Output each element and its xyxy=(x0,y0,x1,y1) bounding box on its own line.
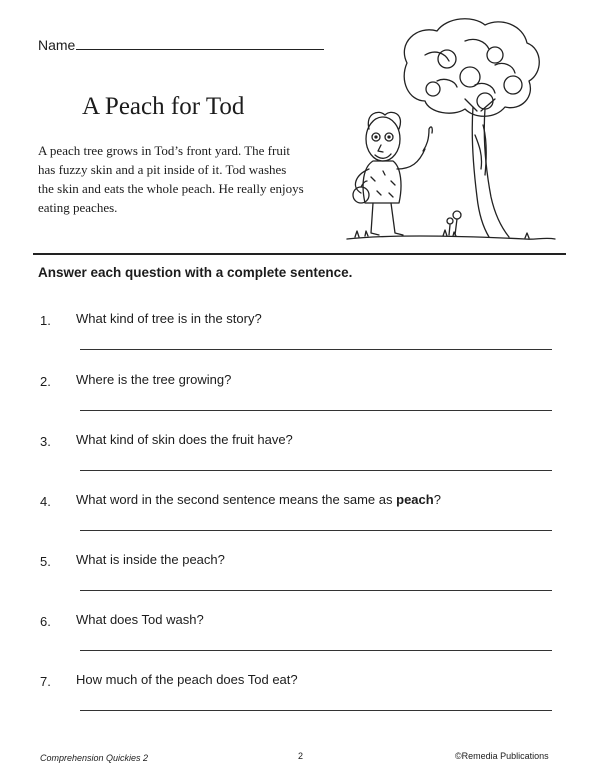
instructions-heading: Answer each question with a complete sentence. xyxy=(38,265,353,280)
question-number: 6. xyxy=(40,614,51,629)
question-text-part: ? xyxy=(433,492,441,507)
question-bold-word: peach xyxy=(396,492,434,507)
tod-peach-tree-illustration xyxy=(325,15,565,247)
page-number: 2 xyxy=(298,751,304,761)
question-text: What kind of skin does the fruit have? xyxy=(76,432,293,447)
section-divider xyxy=(33,253,566,255)
question-number: 2. xyxy=(40,374,51,389)
answer-line-1[interactable] xyxy=(80,349,552,350)
question-text: What does Tod wash? xyxy=(76,612,204,627)
question-number: 5. xyxy=(40,554,51,569)
question-number: 7. xyxy=(40,674,51,689)
story-line: A peach tree grows in Tod’s front yard. The fruit xyxy=(38,143,291,158)
answer-line-5[interactable] xyxy=(80,590,552,591)
story-line: has fuzzy skin and a pit inside of it. Tod washes xyxy=(38,162,287,177)
footer-publisher: ©Remedia Publications xyxy=(455,751,549,761)
answer-line-6[interactable] xyxy=(80,650,552,651)
question-text: What is inside the peach? xyxy=(76,552,225,567)
question-text xyxy=(76,492,441,507)
story-line: the skin and eats the whole peach. He really enjoys xyxy=(38,181,304,196)
question-text-part: What word in the second sentence means the same as xyxy=(76,492,397,507)
question-text: What kind of tree is in the story? xyxy=(76,311,262,326)
question-number: 4. xyxy=(40,494,51,509)
story-line: eating peaches. xyxy=(38,200,118,215)
question-text: How much of the peach does Tod eat? xyxy=(76,672,298,687)
answer-line-2[interactable] xyxy=(80,410,552,411)
story-title: A Peach for Tod xyxy=(82,93,245,120)
footer-book-title: Comprehension Quickies 2 xyxy=(40,753,149,763)
story-paragraph xyxy=(38,141,340,217)
answer-line-4[interactable] xyxy=(80,530,552,531)
answer-line-7[interactable] xyxy=(80,710,552,711)
answer-line-3[interactable] xyxy=(80,470,552,471)
question-number: 1. xyxy=(40,313,51,328)
question-text: Where is the tree growing? xyxy=(76,372,232,387)
name-field-line[interactable] xyxy=(76,49,324,50)
question-number: 3. xyxy=(40,434,51,449)
name-label: Name xyxy=(38,37,76,53)
